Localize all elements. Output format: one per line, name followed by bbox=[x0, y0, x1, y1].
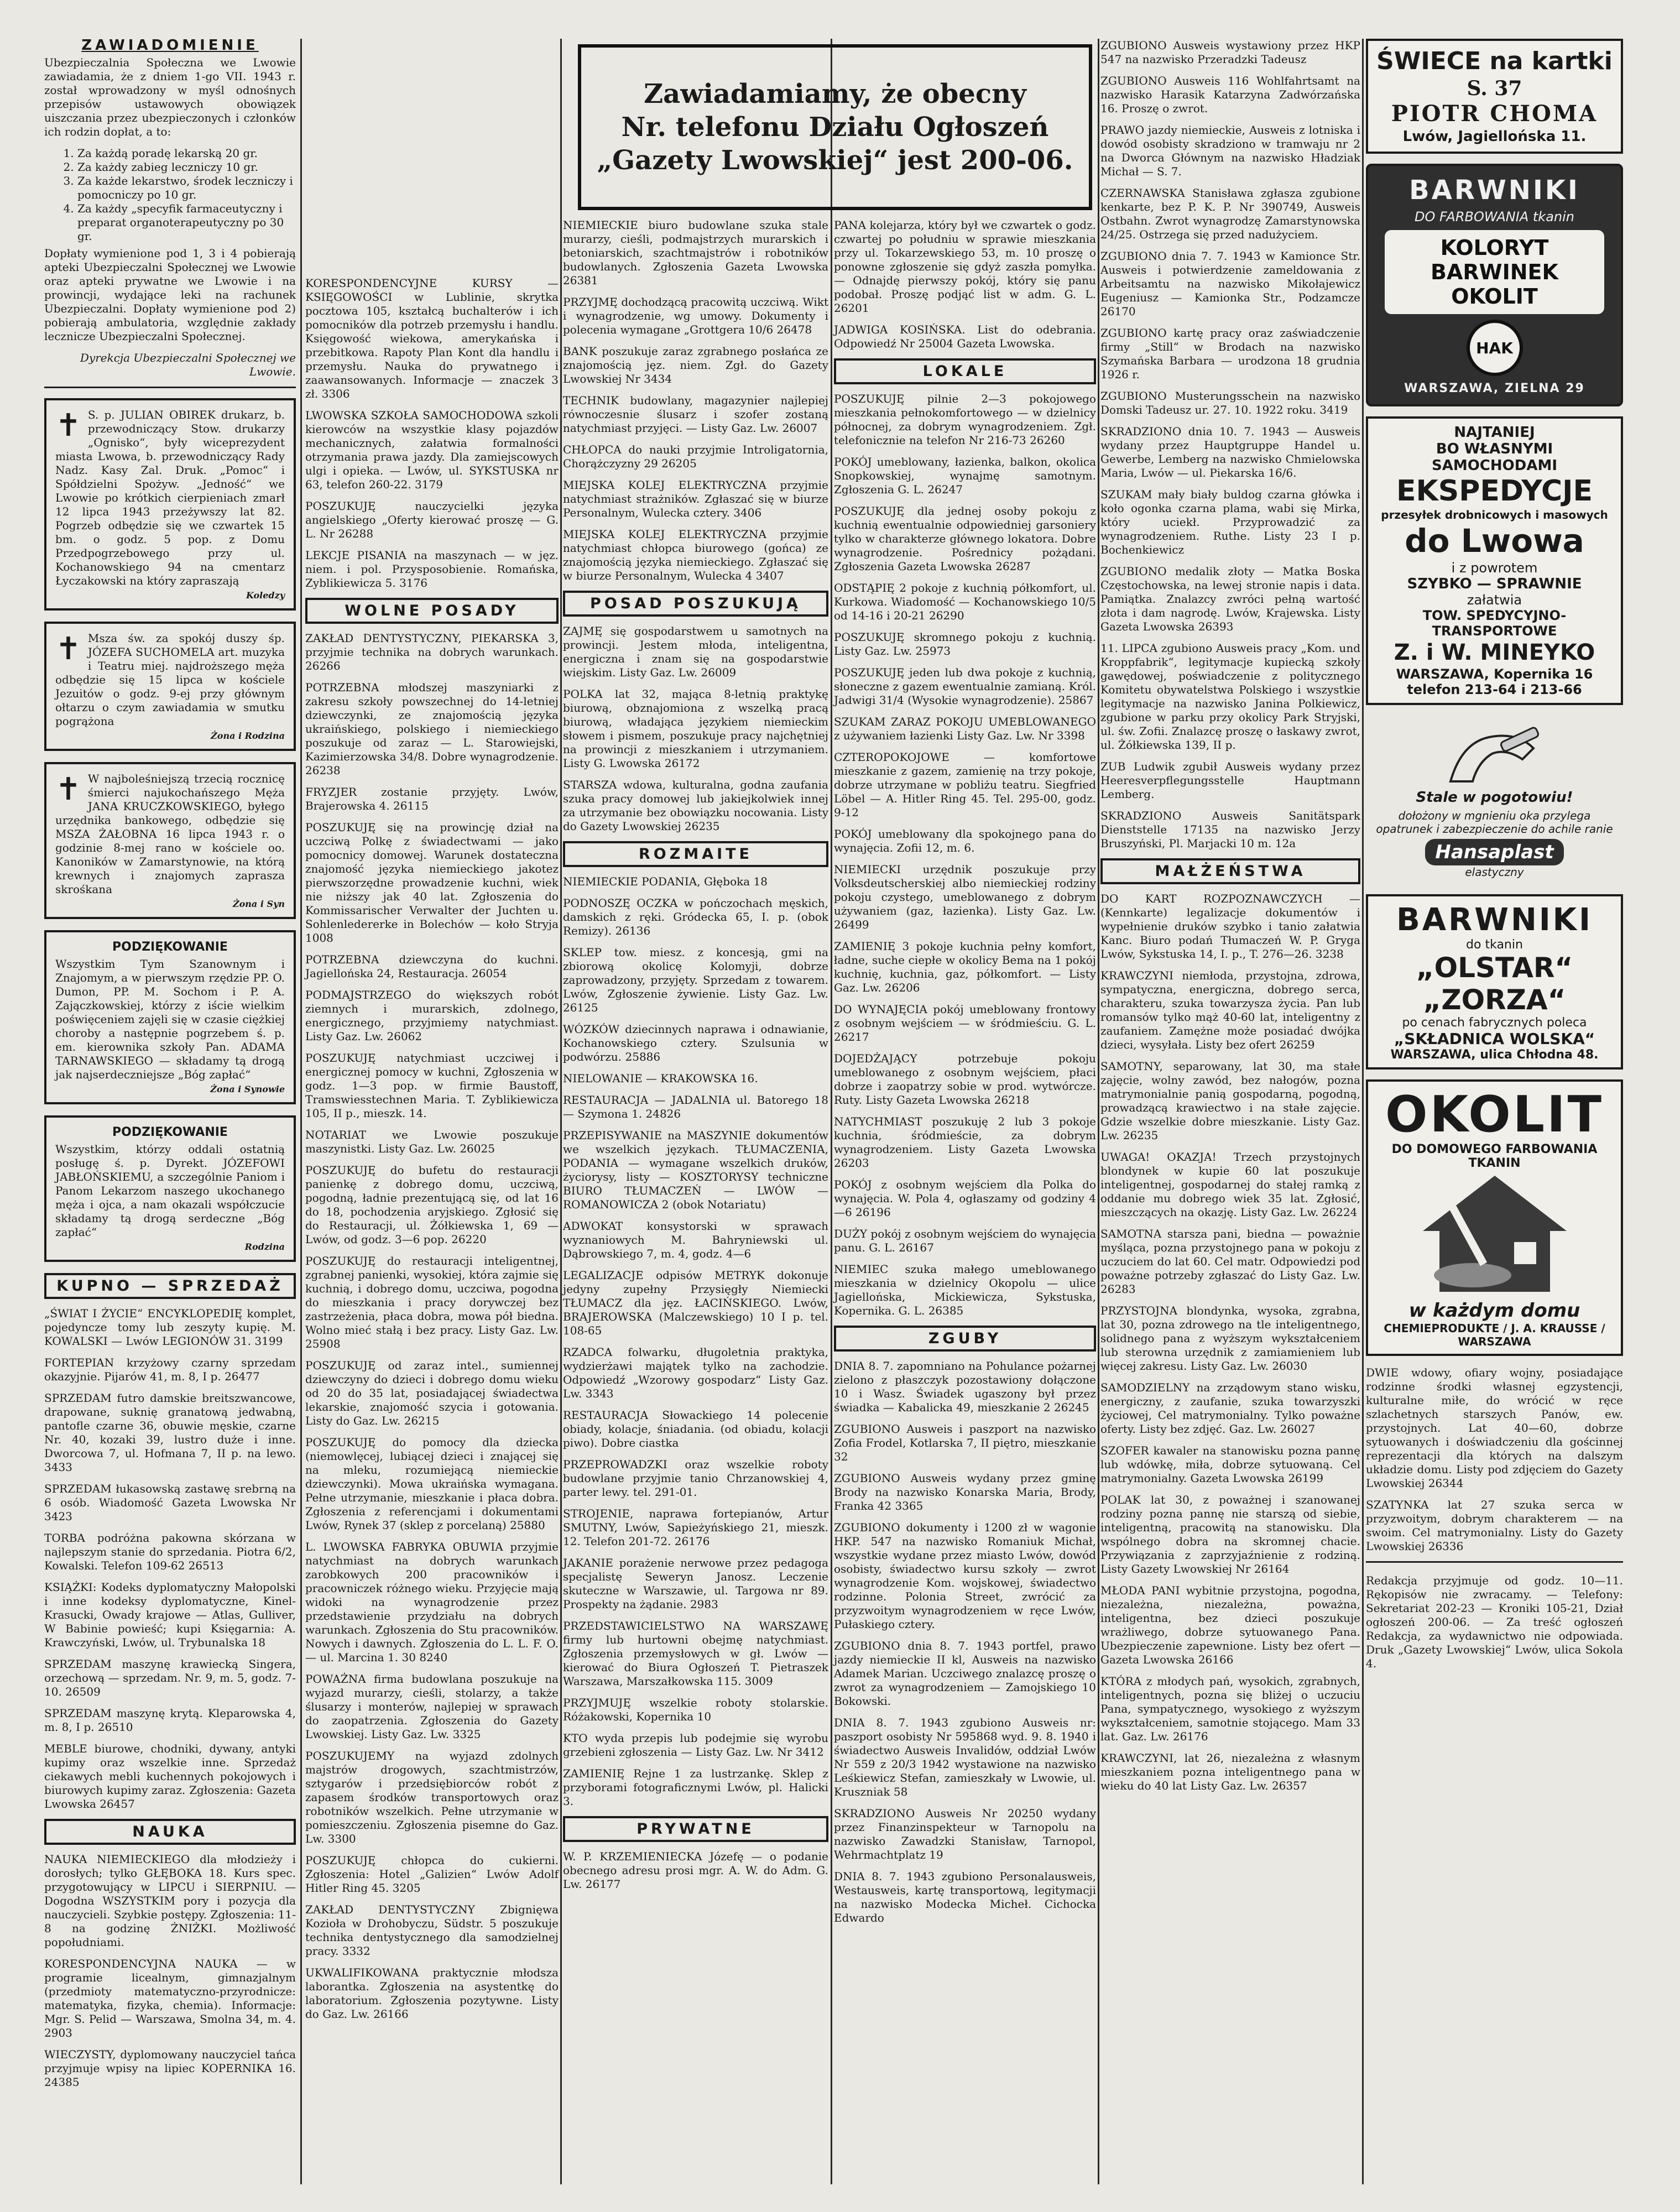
section-heading: WOLNE POSADY bbox=[305, 598, 559, 624]
classified-ad: PODMAJSTRZEGO do większych robót ziemnych i murarskich, zdolnego, energicznego, przyjmiemy natychmiast. Listy Gaz. Lw. 26062 bbox=[305, 988, 559, 1043]
classified-ad: KTO wyda przepis lub podejmie się wyrobu grzebieni zgłoszenia — Listy Gaz. Lw. Nr 3412 bbox=[563, 1731, 828, 1759]
classified-ad: POSZUKUJĘ do pomocy dla dziecka (niemowlęcej, lubiącej dzieci i znającej się na mleku, rozumiejącą niemieckie dziewczynki). Mowa ukraińska wymagana. Pełne utrzymanie, mieszkanie i płaca dobra. Zgłoszenia z referencjami i dokumentami Lwów, Rynek 37 (sklep z porcelaną) 25880 bbox=[305, 1436, 559, 1532]
thanks-heading: PODZIĘKOWANIE bbox=[112, 1125, 228, 1139]
classified-ad: SAMOTNY, separowany, lat 30, ma stałe zajęcie, wolny zawód, bez nałogów, pozna matrymonialnie panią gospodarną, pogodną, prowadzącą krawiectwo i na stałe zajęcie. Gdzie wszelkie dobre mieszkanie. Listy Gaz. Lw. 26235 bbox=[1100, 1060, 1360, 1142]
classified-ad: KRAWCZYNI niemłoda, przystojna, zdrowa, sympatyczna, energiczna, dobrego serca, charakteru, szuka towarzysza życia. Pan lub romansów tylko mąż 40-60 lat, inteligentny z zaufaniem. Zamężne może posiadać dwójka dzieci, wysyłała. Listy bez ofert 26259 bbox=[1100, 969, 1360, 1051]
classified-ad: POSZUKUJĘ skromnego pokoju z kuchnią. Listy Gaz. Lw. 25973 bbox=[834, 630, 1096, 658]
obituary bbox=[44, 398, 296, 611]
classified-ad: FORTEPIAN krzyżowy czarny sprzedam okazyjnie. Pijarów 41, m. 8, I p. 26477 bbox=[44, 1356, 296, 1383]
classified-ad: POWAŻNA firma budowlana poszukuje na wyjazd murarzy, cieśli, stolarzy, a także ślusarzy i monterów, najlepiej w sprawach do zaopatrzenia. Zgłoszenia do Gazety Lwowskiej. Listy Gaz. Lw. 3325 bbox=[305, 1672, 559, 1741]
cross-icon: ✝ bbox=[55, 631, 81, 667]
classified-ad: TORBA podróżna pakowna skórzana w najlepszym stanie do sprzedania. Piotra 6/2, Kowalski. Telefon 109-62 26513 bbox=[44, 1531, 296, 1572]
notice-text: Ubezpieczalnia Społeczna we Lwowie zawiadamia, że z dniem 1-go VII. 1943 r. został wprowadzony w myśl odnośnych przepisów ustawowych obowiązek uiszczania przez ubezpieczonych i członków ich rodzin dopłat, a to: bbox=[44, 56, 296, 138]
classified-ad: UWAGA! OKAZJA! Trzech przystojnych blondynek w kupie 60 lat poszukuje inteligentnej, gospodarnej do stałej ramką z oddanie mu dobrego wiek 35 lat. Zgłosić, mieszczących na okazję. Listy Gaz. Lw. 26224 bbox=[1100, 1150, 1360, 1219]
candle-ad-line: PIOTR CHOMA bbox=[1391, 101, 1598, 127]
okolit-ad-title: OKOLIT bbox=[1385, 1086, 1604, 1144]
thanks-signature: Żona i Synowie bbox=[210, 1084, 285, 1094]
column-2 bbox=[305, 276, 559, 2029]
classified-ad: DO WYNAJĘCIA pokój umeblowany frontowy z osobnym wejściem — w śródmieściu. G. L. 26217 bbox=[834, 1003, 1096, 1044]
classified-ad: MEBLE biurowe, chodniki, dywany, antyki kupimy oraz wszelkie inne. Sprzedaż ciekawych mebli kuchennych pokojowych i biurowych kupimy zaraz. Zgłoszenia: Gazeta Lwowska 26457 bbox=[44, 1742, 296, 1811]
classified-ad: DNIA 8. 7. 1943 zgubiono Ausweis nr: paszport osobisty Nr 595868 wyd. 9. 8. 1940 i świadectwo Ausweis Invalidów, oddział Lwów Nr 559 z 20/3 1942 wystawione na nazwisko Leśkiewicz Stefan, zamieszkały w Lwowie, ul. Kruszniak 58 bbox=[834, 1716, 1096, 1798]
classified-ad: DNIA 8. 7. 1943 zgubiono Personalausweis, Westausweis, kartę transportową, legitymacji na nazwisko Modecka Micheł. Cichocka Edwardo bbox=[834, 1870, 1096, 1924]
dye-ad-address: WARSZAWA, ZIELNA 29 bbox=[1404, 382, 1585, 395]
classified-ad: SAMOTNA starsza pani, biedna — poważnie myśląca, pozna przystojnego pana w pokoju z uczuciem do lat 60. Cel matr. Odpowiedzi pod poważne potrzeby zgłaszać do Listy Gaz. Lw. 26283 bbox=[1100, 1227, 1360, 1296]
classified-ad: L. LWOWSKA FABRYKA OBUWIA przyjmie natychmiast na dobrych warunkach zarobkowych 200 pracowników i pracowniczek różnego wieku. Przyjęcie mają widoki na wynagrodzenie przez przedstawienie przydziału na dobrych warunkach. Zgłoszenia do Stu pracowników. Nowych i dawnych. Zgłoszenia do L. L. F. O. — ul. Marcina 1. 30 8240 bbox=[305, 1540, 559, 1664]
shipping-ad-line: SAMOCHODAMI bbox=[1431, 457, 1558, 474]
classified-ad: NAUKA NIEMIECKIEGO dla młodzieży i dorosłych; tylko GŁĘBOKA 18. Kurs spec. przygotowujący w LIPCU i SIERPNIU. — Dogodna WSZYSTKIM pory i pozycja dla nauczycieli. Szybkie postępy. Zgłoszenia: 11-8 na godzinę ŻNIŻKI. Możliwość popołudniami. bbox=[44, 1853, 296, 1949]
candle-ad-title: ŚWIECE na kartki bbox=[1376, 47, 1613, 75]
classified-ad: ZUB Ludwik zgubił Ausweis wydany przez Heeresverpflegungsstelle Hauptmann Lemberg. bbox=[1100, 760, 1360, 801]
shipping-ad-line: załatwia bbox=[1467, 592, 1522, 608]
phone-notice-line: Nr. telefonu Działu Ogłoszeń bbox=[621, 112, 1049, 143]
classified-ad: ZGUBIONO medalik złoty — Matka Boska Częstochowska, na lewej stronie napis i data. Pamiątka. Znalazcy zwróci pełną wartość złota i dam nagrodę. Lwów, Krajewska. Listy Gazeta Lwowska 26393 bbox=[1100, 565, 1360, 633]
column-rule bbox=[1098, 39, 1099, 2184]
classified-ad: CZERNAWSKA Stanisława zgłasza zgubione kenkarte, bez P. K. P. Nr 390749, Ausweis Ostbahn. Zwrot wynagrodzę Zamarstynowska 24/25. Ostrzega się przed nadużyciem. bbox=[1100, 186, 1360, 241]
imprint: Redakcja przyjmuje od godz. 10—11. Rękopisów nie zwracamy. — Telefony: Sekretariat 202-23 — Kroniki 105-21, Dział ogłoszeń 200-06. — Za treść ogłoszeń Redakcja, za wydawnictwo nie odpowiada. Druk „Gazety Lwowskiej“ Lwów, ulica Sokola 4. bbox=[1366, 1574, 1623, 1670]
classified-ad: POSZUKUJĘ do restauracji inteligentnej, zgrabnej panienki, wysokiej, która zajmie się kuchnią, i dobrego domu, uczciwa, pogodna do mieszkania i pracy dorywczej bez zastrzeżenia, płaca dobra, mowa pół biedna. Wolno mieć stałą i bez pracy. Listy Gaz. Lw. 25908 bbox=[305, 1254, 559, 1350]
okolit-ad-sub: DO DOMOWEGO FARBOWANIA TKANIN bbox=[1391, 1142, 1598, 1170]
classified-ad: ZGUBIONO Ausweis wydany przez gminę Brody na nazwisko Konarska Maria, Brody, Franka 42 3365 bbox=[834, 1472, 1096, 1512]
phone-notice-line: „Gazety Lwowskiej“ jest 200-06. bbox=[597, 145, 1073, 176]
classified-ad: MIEJSKA KOLEJ ELEKTRYCZNA przyjmie natychmiast chłopca biurowego (gońca) ze znajomością języka niemieckiego. Zgłaszać się w biurze Personalnym, Wulecka 4 3407 bbox=[563, 528, 828, 582]
notice-title: ZAWIADOMIENIE bbox=[81, 37, 259, 54]
classified-ad: SKLEP tow. miesz. z koncesją, gmi na zbiorową okolicę Kolomyji, dobrze zaprowadzony, przyjęty. Sprzedam z towarem. Lwów, Zgłoszenie żywienie. Listy Gaz. Lw. 26125 bbox=[563, 946, 828, 1014]
classified-ad: NIEMIECKIE PODANIA, Głęboka 18 bbox=[563, 875, 768, 888]
obituary-signature: Żona i Syn bbox=[232, 899, 285, 909]
classified-ad: POSZUKUJĘ chłopca do cukierni. Zgłoszenia: Hotel „Galizien“ Lwów Adolf Hitler Ring 45. 3205 bbox=[305, 1854, 559, 1895]
classified-ad: ZAMIENIĘ 3 pokoje kuchnia pełny komfort, ładne, suche ciepłe w okolicy Bema na 1 pokój kuchnię, kuchnia, gaz, półkomfort. — Listy Gaz. Lw. 26206 bbox=[834, 940, 1096, 994]
shipping-ad-line: BO WŁASNYMI bbox=[1436, 441, 1553, 457]
shipping-ad-line: telefon 213-64 i 213-66 bbox=[1407, 682, 1582, 697]
hansaplast-title: Stale w pogotowiu! bbox=[1416, 789, 1573, 806]
section-heading: POSAD POSZUKUJĄ bbox=[563, 591, 828, 617]
dye-ad-sub: DO FARBOWANIA tkanin bbox=[1415, 209, 1574, 225]
classified-ad: DNIA 8. 7. zapomniano na Pohulance pożarnej zielono z płaszczyk pozostawiony dołączone 10 i Wasz. Świadek ugaszony był przez świadka — Kabalicka 49, mieszkanie 2 26245 bbox=[834, 1359, 1096, 1414]
classified-ad: SPRZEDAM maszynę krytą. Kleparowska 4, m. 8, I p. 26510 bbox=[44, 1707, 296, 1734]
classified-ad: CHŁOPCA do nauki przyjmie Introligatornia, Chorążczyzny 29 26205 bbox=[563, 443, 828, 470]
thanks-notice bbox=[44, 930, 296, 1104]
hansaplast-brand: Hansaplast bbox=[1425, 839, 1563, 865]
classified-ad: NIEMIECKI urzędnik poszukuje przy Volksdeutscherskiej albo niemieckiej rodziny pokoju czystego, umeblowanego z dobrym używaniem (gaz, łazienka). Listy Gaz. Lw. 26499 bbox=[834, 863, 1096, 931]
shipping-ad-headline: do Lwowa bbox=[1405, 522, 1584, 560]
classified-ad: PRZEDSTAWICIELSTWO NA WARSZAWĘ firmy lub hurtowni obejmę natychmiast. Zgłoszenia przemysłowych w gł. Lwów — kierować do Biura Ogłoszeń T. Pietraszek Warszawa, Marszałkowska 115. 3009 bbox=[563, 1619, 828, 1688]
classified-ad: SAMODZIELNY na zrządowym stano wisku, energiczny, z zaufanie, szuka towarzyszki życiowej, Cel matrymonialny. Tylko poważne oferty. Listy bez zdjęć. Gaz. Lw. 26027 bbox=[1100, 1381, 1360, 1436]
classified-ad: POLAK lat 30, z poważnej i szanowanej rodziny pozna pannę nie starszą od siebie, inteligentną, pracowitą na stanowisku. Dla wspólnego dobra na skromnej chacie. Przywiązania z zaprzyjaźnienie z rodziną. Listy Gazety Lwowskiej Nr 26164 bbox=[1100, 1493, 1360, 1575]
classified-ad: ODSTĄPIĘ 2 pokoje z kuchnią półkomfort, ul. Kurkowa. Wiadomość — Kochanowskiego 10/5 od 14-16 i 20-21 26290 bbox=[834, 581, 1096, 622]
classified-ad: SKRADZIONO Ausweis Sanitätspark Dienststelle 17135 na nazwisko Jerzy Bruszyński, Pl. Marjacki 10 m. 12a bbox=[1100, 809, 1360, 850]
column-1 bbox=[44, 39, 296, 2097]
classified-ad: POSZUKUJĘ do bufetu do restauracji panienkę z dobrego domu, uczciwą, pogodną, ładnie prezentującą się, od lat 16 do 18, pochodzenia aryjskiego. Zgłosić się do Restauracji, ul. Żółkiewska 1, 69 — Lwów, od godz. 3—6 pop. 26220 bbox=[305, 1164, 559, 1246]
classified-ad: PRZYJMĘ dochodzącą pracowitą uczciwą. Wikt i wynagrodzenie, wg umowy. Dokumenty i polecenia wymagane „Grottgera 10/6 26478 bbox=[563, 295, 828, 336]
classified-ad: POSZUKUJEMY na wyjazd zdolnych majstrów drogowych, szachtmistrzów, sztygarów i przedsiębiorców robót z zapasem środków transportowych oraz robotników wszelkich. Pełne utrzymanie w pomieszczeniu. Zgłoszenia pisemne do Gaz. Lw. 3300 bbox=[305, 1749, 559, 1845]
column-3 bbox=[563, 218, 828, 1899]
classified-ad: ZAKŁAD DENTYSTYCZNY Zbignięwa Kozioła w Drohobyczu, Südstr. 5 poszukuje technika dentystycznego dla samodzielnej pracy. 3332 bbox=[305, 1903, 559, 1958]
classified-ad: ZGUBIONO Ausweis wystawiony przez HKP 547 na nazwisko Przeradzki Tadeusz bbox=[1100, 39, 1360, 66]
classified-ad: KTÓRA z młodych pań, wysokich, zgrabnych, inteligentnych, pozna się bliżej o uczuciu Pana, sympatycznego, wysokiego z wyższym wykształceniem, samotnie stojącego. Mam 33 lat. Gaz. Lw. 26176 bbox=[1100, 1674, 1360, 1743]
thanks-notice bbox=[44, 1115, 296, 1262]
classified-ad: LEGALIZACJE odpisów METRYK dokonuje jedyny zupełny Przysięgły Niemiecki TŁUMACZ dla jęz. ŁACIŃSKIEGO. Lwów, BRAJEROWSKA (Malczewskiego) 10 I p. tel. 108-65 bbox=[563, 1269, 828, 1337]
classified-ad: POSZUKUJĘ natychmiast uczciwej i energicznej pomocy w kuchni, Zgłoszenia w godz. 1—3 pop. w firmie Baustoff, Tramswiesstechnen Maria. T. Zyblikiewicza 105, II p., mieszk. 14. bbox=[305, 1051, 559, 1120]
classified-ad: POSZUKUJĘ od zaraz intel., sumiennej dziewczyny do dzieci i dobrego domu wieku od 20 do 35 lat, posiadającej świadectwa lekarskie, znajomość szycia i gotowania. Listy do Gaz. Lw. 26215 bbox=[305, 1359, 559, 1427]
thanks-text: Wszystkim, którzy oddali ostatnią posługę ś. p. Dyrekt. JÓZEFOWI JABŁOŃSKIEMU, a szczególnie Paniom i Panom Lekarzom naszego ukochanego męża i ojca, a nam okazali współczucie składamy tą drogą serdeczne „Bóg zapłać“ bbox=[55, 1142, 285, 1239]
classified-ad: ADWOKAT konsystorski w sprawach wyznaniowych M. Bahryniewski ul. Dąbrowskiego 7, m. 4, godz. 4—6 bbox=[563, 1219, 828, 1260]
classified-ad: RESTAURACJA Słowackiego 14 polecenie obiady, kolacje, śniadania. (od obiadu, kolacji piwo). Dobre ciastka bbox=[563, 1408, 828, 1449]
cross-icon: ✝ bbox=[55, 771, 81, 807]
classified-ad: STARSZA wdowa, kulturalna, godna zaufania szuka pracy domowej lub jakiejkolwiek innej za utrzymanie bez obowiązku nocowania. Listy do Gazety Lwowskiej 26235 bbox=[563, 778, 828, 833]
obituary-text: W najboleśniejszą trzecią rocznicę śmierci najukochańszego Męża JANA KRUCZKOWSKIEGO, byłego urzędnika bankowego, odbędzie się MSZA ŻAŁOBNA 16 lipca 1943 r. o godzinie 8-mej rano w kościele oo. Kanoników w Zamarstynowie, na którą krewnych i znajomych zaprasza skrośkana bbox=[55, 772, 285, 896]
olstar-ad-brand: „ZORZA“ bbox=[1423, 984, 1566, 1016]
classified-ad: SZUKAM mały biały buldog czarna główka i koło ogonka czarna plama, wabi się Mirka, który uciekł. Przyprowadzić za wynagrodzeniem. Ruthe. Listy 23 I p. Bochenkiewicz bbox=[1100, 488, 1360, 556]
obituary bbox=[44, 762, 296, 919]
divider bbox=[44, 387, 296, 388]
shipping-ad-line: i z powrotem bbox=[1451, 560, 1538, 576]
classified-ad: PRAWO jazdy niemieckie, Ausweis z lotniska i dowód osobisty skradziono w tramwaju nr 2 na Dworca Głównym na nazwisko Hładziak Michał — S. 7. bbox=[1100, 123, 1360, 178]
classified-ad: PRZYSTOJNA blondynka, wysoka, zgrabna, lat 30, pozna zdrowego na tle inteligentnego, solidnego pana z wyższym wykształceniem lub sterowna urzędnik z zamiamieniem lub więcej zakresu. Listy Gaz. Lw. 26030 bbox=[1100, 1304, 1360, 1373]
shipping-ad-line: NAJTANIEJ bbox=[1454, 424, 1535, 441]
classified-ad: PRZEPROWADZKI oraz wszelkie roboty budowlane przyjmie tanio Chrzanowskiej 4, parter lewy. tel. 291-01. bbox=[563, 1458, 828, 1499]
classified-ad: DUŻY pokój z osobnym wejściem do wynajęcia panu. G. L. 26167 bbox=[834, 1227, 1096, 1254]
dye-ad-brand: BARWINEK bbox=[1431, 260, 1558, 284]
notice-item: 3. Za każde lekarstwo, środek leczniczy i pomocniczy po 10 gr. bbox=[77, 174, 296, 202]
classified-ad: BANK poszukuje zaraz zgrabnego posłańca ze znajomością jęz. niem. Zgł. do Gazety Lwowskiej Nr 3434 bbox=[563, 345, 828, 385]
notice-tail: Dopłaty wymienione pod 1, 3 i 4 pobierają apteki Ubezpieczalni Społecznej we Lwowie oraz apteki prywatne we Lwowie i na prowincji, wydające leki na rachunek Ubezpieczalni. Dopłaty wymienione pod 2) pobierają ambulatoria, względnie zakłady lecznicze Ubezpieczalni Społecznej. bbox=[44, 247, 296, 343]
dye-ad-brand: KOLORYT bbox=[1440, 236, 1549, 260]
classified-ad: NIELOWANIE — KRAKOWSKA 16. bbox=[563, 1072, 758, 1085]
classified-ad: POKÓJ z osobnym wejściem dla Polka do wynajęcia. W. Pola 4, ogłaszamy od godziny 4—6 26196 bbox=[834, 1178, 1096, 1219]
classified-ad: NATYCHMIAST poszukuję 2 lub 3 pokoje kuchnia, śródmieście, za dobrym wynagrodzeniem. Listy Gazeta Lwowska 26203 bbox=[834, 1115, 1096, 1170]
olstar-ad-brand: „OLSTAR“ bbox=[1416, 952, 1573, 984]
olstar-ad-line: WARSZAWA, ulica Chłodna 48. bbox=[1390, 1048, 1599, 1062]
insurance-notice bbox=[44, 39, 296, 379]
olstar-dye-ad bbox=[1366, 894, 1623, 1070]
classified-ad: PRZEPISYWANIE na MASZYNIE dokumentów we wszelkich językach. TŁUMACZENIA, PODANIA — wymagane wszelkich druków, życiorysy, listy — KOSZTORYSY techniczne BIURO TŁUMACZEŃ — LWÓW — ROMANOWICZA 2 (obok Notariatu) bbox=[563, 1129, 828, 1211]
column-rule bbox=[831, 39, 832, 2184]
classified-ad: LEKCJE PISANIA na maszynach — w jęz. niem. i pol. Przysposobienie. Romańska, Zyblikiewicza 5. 3176 bbox=[305, 549, 559, 589]
column-rule bbox=[300, 39, 302, 2184]
thanks-signature: Rodzina bbox=[244, 1241, 285, 1252]
classified-ad: POTRZEBNA dziewczyna do kuchni. Jagiellońska 24, Restauracja. 26054 bbox=[305, 953, 559, 980]
classified-ad: DWIE wdowy, ofiary wojny, posiadające rodzinne środki własnej egzystencji, kulturalne miłe, do wrócić w ręce szlachetnych starszych Panów, ew. przystojnych. Lat 40—60, dobrze sytuowanych i doświadczeniu dla gościnnej reprezentacji dla których na dalszym układzie domu. Listy pod zdjęciem do Gazety Lwowskiej 26344 bbox=[1366, 1366, 1623, 1490]
classified-ad: „ŚWIAT I ŻYCIE“ ENCYKLOPEDIĘ komplet, pojedyncze tomy lub zeszyty kupię. M. KOWALSKI — Lwów LEGIONÓW 31. 3199 bbox=[44, 1307, 296, 1348]
classified-ad: POSZUKUJĘ jeden lub dwa pokoje z kuchnią, słoneczne z gazem ewentualnie zamianą. Król. Jadwigi 31/4 (Wysokie wynagrodzenie). 25867 bbox=[834, 666, 1096, 707]
candle-ad bbox=[1366, 39, 1623, 154]
section-heading: ZGUBY bbox=[834, 1326, 1096, 1352]
classified-ad: ZGUBIONO Ausweis 116 Wohlfahrtsamt na nazwisko Harasik Katarzyna Zadwórzańska 16. Proszę o zwrot. bbox=[1100, 74, 1360, 115]
classified-ad: UKWALIFIKOWANA praktycznie młodsza laborantka. Zgłoszenia na asystentkę do laboratorium. Zgłoszenia pozytywne. Listy do Gaz. Lw. 26166 bbox=[305, 1966, 559, 2021]
classified-ad: STROJENIE, naprawa fortepianów, Artur SMUTNY, Lwów, Sapieżyńskiego 21, mieszk. 12. Telefon 201-72. 26176 bbox=[563, 1507, 828, 1548]
classified-ad: ZGUBIONO Musterungsschein na nazwisko Domski Tadeusz ur. 27. 10. 1922 roku. 3419 bbox=[1100, 389, 1360, 416]
classified-ad: RESTAURACJA — JADALNIA ul. Batorego 18 — Szymona 1. 24826 bbox=[563, 1093, 828, 1120]
column-5 bbox=[1100, 39, 1360, 1801]
classified-ad: KRAWCZYNI, lat 26, niezależna z własnym mieszkaniem pozna inteligentnego pana w wieku do 40 lat Listy Gaz. Lw. 26357 bbox=[1100, 1751, 1360, 1792]
classified-ad: SPRZEDAM maszynę krawiecką Singera, orzechową — sprzedam. Nr. 9, m. 5, godz. 7-10. 26509 bbox=[44, 1657, 296, 1698]
classified-ad: SKRADZIONO dnia 10. 7. 1943 — Ausweis wydany przez Hauptgruppe Handel u. Gewerbe, Lemberg na nazwisko Chmielowska Maria, Lwów — ul. Piekarska 16/6. bbox=[1100, 425, 1360, 479]
classified-ad: SZUKAM ZARAZ POKOJU UMEBLOWANEGO z używaniem łazienki Listy Gaz. Lw. Nr 3398 bbox=[834, 715, 1096, 742]
obituary-text: Msza św. za spokój duszy śp. JÓZEFA SUCHOMELA art. muzyka i Teatru miej. najdroższego męża odbędzie się 15 lipca w kościele Jezuitów o godz. 9-ej przy głównym ołtarzu o czym zawiadamia w smutku pogrążona bbox=[55, 632, 285, 728]
olstar-ad-line: „SKŁADNICA WOLSKA“ bbox=[1394, 1030, 1595, 1048]
shipping-ad-company: Z. i W. MINEYKO bbox=[1394, 640, 1595, 665]
classified-ad: SPRZEDAM futro damskie breitszwancowe, drapowane, suknię granatową jedwabną, pantofle czarne 36, obuwie męskie, czarne Nr. 40, kozaki 39, lustro duże i inne. Dworcowa 7, ul. Hofmana 7, II p. na lewo. 3433 bbox=[44, 1391, 296, 1474]
phone-notice-line: Zawiadamiamy, że obecny bbox=[644, 79, 1026, 109]
shipping-ad bbox=[1366, 416, 1623, 705]
classified-ad: WÓZKÓW dziecinnych naprawa i odnawianie, Kochanowskiego cztery. Szulsunia w podwórzu. 25886 bbox=[563, 1022, 828, 1063]
classified-ad: MIEJSKA KOLEJ ELEKTRYCZNA przyjmie natychmiast strażników. Zgłaszać się w biurze Personalnym, Wulecka cztery. 3406 bbox=[563, 478, 828, 519]
candle-ad-line: S. 37 bbox=[1467, 77, 1522, 100]
dye-ad bbox=[1366, 164, 1623, 406]
classified-ad: PODNOSZĘ OCZKA w pończochach męskich, damskich z ręki. Gródecka 65, I. p. (obok Remizy). 26136 bbox=[563, 896, 828, 937]
classified-ad: ZGUBIONO kartę pracy oraz zaświadczenie firmy „Still“ w Brodach na nazwisko Szymańska Barbara — urodzona 18 grudnia 1926 r. bbox=[1100, 326, 1360, 381]
classified-ad: ZAMIENIĘ Rejne 1 za lustrzankę. Sklep z przyborami fotograficznymi Lwów, pl. Halicki 3. bbox=[563, 1767, 828, 1808]
olstar-ad-sub: do tkanin bbox=[1466, 938, 1523, 952]
section-heading: NAUKA bbox=[44, 1819, 296, 1845]
classified-ad: MŁODA PANI wybitnie przystojna, pogodna, niezależna, niezależna, poważna, inteligentna, bez dzieci poszukuje wrażliwego, dobrze sytuowanego Pana. Ubezpieczenie zapewnione. Listy bez ofert — Gazeta Lwowska 26166 bbox=[1100, 1584, 1360, 1666]
classified-ad: SZATYNKA lat 27 szuka serca w przyzwoitym, dobrym charakterem — na swoim. Cel matrymonialny. Listy do Gazety Lwowskiej 26336 bbox=[1366, 1498, 1623, 1553]
classified-ad: PRZYJMUJĘ wszelkie roboty stolarskie. Różakowski, Kopernika 10 bbox=[563, 1696, 828, 1723]
classified-ad: ZGUBIONO dnia 8. 7. 1943 portfel, prawo jazdy niemieckie II kl, Ausweis na nazwisko Adamek Marian. Uczciwego znalazcę proszę o zwrot za wynagrodzeniem — Zamojskiego 10 Bokowski. bbox=[834, 1639, 1096, 1708]
okolit-ad bbox=[1366, 1079, 1623, 1356]
classified-ad: DO KART ROZPOZNAWCZYCH — (Kennkarte) legalizacje dokumentów i wypełnienie druków szybko i tanio załatwia Kanc. Biuro podań Tłumaczeń W. P. Gryga Lwów, Sykstuska 14, I. p., T. 276—26. 3238 bbox=[1100, 892, 1360, 961]
column-rule bbox=[1362, 39, 1364, 2184]
classified-ad: KSIĄŻKI: Kodeks dyplomatyczny Małopolski i inne kodeksy dyplomatyczne, Kinel-Krasucki, Owady krajowe — Atlas, Gulliver, W Babinie powieść; kupi Księgarnia: A. Krawczyński, Lwów, ul. Trybunalska 18 bbox=[44, 1580, 296, 1649]
obituary-signature: Koledzy bbox=[246, 590, 285, 601]
hansaplast-ad bbox=[1366, 715, 1623, 884]
classified-ad: ZGUBIONO dokumenty i 1200 zł w wagonie HKP. 547 na nazwisko Romaniuk Michał, wszystkie wydane przez miasto Lwów, dowód osobisty, świadectwo kursu szkoły — zwrot wynagrodzenie Kom. wojskowej, świadectwo rodzinne. Polonia Street, zwrócić za przyzwoitym wynagrodzeniem w ręce Lwów, Pułaskiego cztery. bbox=[834, 1521, 1096, 1631]
classified-ad: POSZUKUJĘ się na prowincję dział na uczciwą Polkę z świadectwami — jako pomocnicy domowej. Warunek dostateczna znajomość języka niemieckiego jakotez pierwszorzędne prowadzenie kuchni, wiek nie niższy jak 40 lat. Zgłoszenia do Kommissarischer Verwalter der Juchten u. Sohlenledererke in Bolechów — koło Stryja 1008 bbox=[305, 821, 559, 945]
thanks-heading: PODZIĘKOWANIE bbox=[112, 940, 228, 954]
classified-ad: TECHNIK budowlany, magazynier najlepiej równoczesnie ślusarz i szofer zostaną natychmiast przyjęci. — Listy Gaz. Lw. 26007 bbox=[563, 394, 828, 435]
shipping-ad-line: WARSZAWA, Kopernika 16 bbox=[1396, 666, 1593, 682]
classified-ad: POSZUKUJĘ nauczycielki języka angielskiego „Oferty kierować proszę — G. L. Nr 26288 bbox=[305, 499, 559, 540]
classified-ad: PANA kolejarza, który był we czwartek o godz. czwartej po południu w sprawie mieszkania przy ul. Tokarzewskiego 53, m. 10 proszę o ponowne zgłoszenie się gdyż zaszła pomyłka. — Odnajdę pierwszy pokój, który się panu podobał. Proszę podjąć list w adm. G. L. 26201 bbox=[834, 218, 1096, 315]
house-illustration-icon bbox=[1412, 1170, 1578, 1297]
shipping-ad-line: TOW. SPEDYCYJNO-TRANSPORTOWE bbox=[1422, 608, 1567, 639]
classified-ad: DOJEDŻAJĄCY potrzebuje pokoju umeblowanego z osobnym wejściem, płaci dobrze i zaopatrzy sobie w prod. wytwórcze. Ruty. Listy Gazeta Lwowska 26218 bbox=[834, 1052, 1096, 1107]
classified-ad: NIEMIEC szuka małego umeblowanego mieszkania w dzielnicy Okopolu — ulice Jagiellońska, Mickiewicza, Sykstuska, Kopernika. G. L. 26385 bbox=[834, 1262, 1096, 1317]
classified-ad: SPRZEDAM łukasowską zastawę srebrną na 6 osób. Wiadomość Gazeta Lwowska Nr 3423 bbox=[44, 1482, 296, 1523]
classified-ad: ZGUBIONO Ausweis i paszport na nazwisko Zofia Frodel, Kotlarska 7, II piętro, mieszkanie 32 bbox=[834, 1422, 1096, 1463]
divider bbox=[1366, 1561, 1623, 1563]
phone-notice-box bbox=[578, 44, 1092, 210]
notice-item: 1. Za każdą poradę lekarską 20 gr. bbox=[77, 147, 296, 160]
classified-ad: LWOWSKA SZKOŁA SAMOCHODOWA szkoli kierowców na wszystkie klasy pojazdów mechanicznych, załatwia formalności otrzymania prawa jazdy. Dla zamiejscowych ulgi i opieka. — Lwów, ul. SYKSTUSKA nr 63, telefon 260-22. 3179 bbox=[305, 409, 559, 491]
column-6 bbox=[1366, 39, 1623, 1682]
obituary-text: S. p. JULIAN OBIREK drukarz, b. przewodniczący Stow. drukarzy „Ognisko“, były wiceprezydent miasta Lwowa, b. przewodniczący Rady Nadz. Kasy Zal. Druk. „Pomoc“ i Spółdzielni Spożyw. „Jedność“ we Lwowie po krótkich cierpieniach zmarł 12 lipca 1943 przeżywszy lat 82. Pogrzeb odbędzie się we czwartek 15 bm. o godz. 5 pop. z Domu Przedpogrzebowego przy ul. Kochanowskiego 94 na cmentarz Łyczakowski na który zapraszają bbox=[55, 408, 285, 587]
dye-ad-brand: OKOLIT bbox=[1451, 284, 1538, 309]
classified-ad: POKÓJ umeblowany dla spokojnego pana do wynajęcia. Zofii 12, m. 6. bbox=[834, 827, 1096, 854]
olstar-ad-title: BARWNIKI bbox=[1396, 902, 1593, 938]
classified-ad: POSZUKUJĘ pilnie 2—3 pokojowego mieszkania pełnokomfortowego — w dzielnicy północnej, za dobrym wynagrodzeniem. Zgł. telefonicznie na telefon Nr 216-73 26260 bbox=[834, 392, 1096, 447]
shipping-ad-headline: EKSPEDYCJE bbox=[1396, 474, 1593, 508]
classified-ad: W. P. KRZEMIENIECKA Józefę — o podanie obecnego adresu prosi mgr. A. W. do Adm. G. Lw. 26177 bbox=[563, 1850, 828, 1891]
classified-ad: ZAJMĘ się gospodarstwem u samotnych na prowincji. Jestem młoda, inteligentna, energiczna i znam się na gospodarstwie wiejskim. Listy Gaz. Lw. 26009 bbox=[563, 624, 828, 679]
classified-ad: JADWIGA KOSIŃSKA. List do odebrania. Odpowiedź Nr 25004 Gazeta Lwowska. bbox=[834, 323, 1096, 350]
okolit-ad-foot: CHEMIEPRODUKTE / J. A. KRAUSSE / WARSZAWA bbox=[1384, 1322, 1605, 1348]
obituary bbox=[44, 622, 296, 751]
classified-ad: ZAKŁAD DENTYSTYCZNY, PIEKARSKA 3, przyjmie technika na dobrych warunkach. 26266 bbox=[305, 632, 559, 672]
notice-item: 4. Za każdy „specyfik farmaceutyczny i preparat organoterapeutyczny po 30 gr. bbox=[77, 202, 296, 243]
section-heading: KUPNO — SPRZEDAŻ bbox=[44, 1273, 296, 1299]
classified-ad: FRYZJER zostanie przyjęty. Lwów, Brajerowska 4. 26115 bbox=[305, 785, 559, 812]
classified-ad: POLKA lat 32, mająca 8-letnią praktykę biurową, obznajomiona z wszelką pracą biurową, władająca językiem niemieckim słowem i pismem, poszukuje pracy najchętniej na prowincji z mieszkaniem i utrzymaniem. Listy G. Lwowska 26172 bbox=[563, 687, 828, 770]
thanks-text: Wszystkim Tym Szanownym i Znajomym, a w pierwszym rzędzie PP. O. Dumon, PP. M. Sochom i P. A. Zajączkowskiej, którzy z iście wielkim poświęceniem zajęli się w czasie ciężkiej choroby a następnie pogrzebem ś. p. em. kierownika szkoły Pan. ADAMA TARNAWSKIEGO — składamy tą drogą jak najserdeczniejsze „Bóg zapłać“ bbox=[55, 957, 285, 1081]
classified-ad: POTRZEBNA młodszej maszyniarki z zakresu szkoły powszechnej do 14-letniej dziewczynki, ze znajomością języka ukraińskiego, polskiego i niemieckiego poszukuje od zaraz — L. Starowiejski, Kazimierzowska 34/8. Dobre wynagrodzenie. 26238 bbox=[305, 681, 559, 777]
obituary-signature: Żona i Rodzina bbox=[211, 731, 285, 741]
classified-ad: KORESPONDENCYJNA NAUKA — w programie licealnym, gimnazjalnym (przedmioty matematyczno-przyrodnicze: matematyka, fizyka, chemia). Informacje: Mgr. S. Pelid — Warszawa, Smolna 34, m. 4. 2903 bbox=[44, 1957, 296, 2039]
section-heading: PRYWATNE bbox=[563, 1816, 828, 1842]
cross-icon: ✝ bbox=[55, 408, 81, 444]
column-4 bbox=[834, 218, 1096, 1933]
section-heading: LOKALE bbox=[834, 358, 1096, 384]
classified-ad: WIECZYSTY, dyplomowany nauczyciel tańca przyjmuje wpisy na lipiec KOPERNIKA 16. 24385 bbox=[44, 2048, 296, 2089]
classified-ad: POKÓJ umeblowany, łazienka, balkon, okolica Snopkowskiej, wynajmę samotnym. Zgłoszenia G. L. 26247 bbox=[834, 455, 1096, 496]
classified-ad: 11. LIPCA zgubiono Ausweis pracy „Kom. und Kroppfabrik“, legitymacje kupiecką szkoły gawędowej, poświadczenie z politycznego Komitetu obywatelstwa Polskiego i wszystkie legitymacje na nazwisko Janina Polkiewicz, zgubione w parku przy okolicy Park Stryjski, ul. św. Zofii. Znalazcę proszę o łaskawy zwrot, ul. Żółkiewska 139, II p. bbox=[1100, 641, 1360, 752]
candle-ad-line: Lwów, Jagiellońska 11. bbox=[1402, 128, 1587, 145]
classified-ad: CZTEROPOKOJOWE — komfortowe mieszkanie z gazem, zamienię na trzy pokoje, dobrze utrzymane w pobliżu teatru. Siegfried Löbel — A. Hitler Ring 45. Tel. 295-00, godz. 9-12 bbox=[834, 750, 1096, 819]
hak-logo-icon: HAK bbox=[1467, 320, 1523, 376]
notice-signature: Dyrekcja Ubezpieczalni Społecznej we Lwowie. bbox=[80, 351, 296, 378]
classified-ad: SZOFER kawaler na stanowisku pozna pannę lub wdówkę, miła, dobrze sytuowaną. Cel matrymonialny. Gazeta Lwowska 26199 bbox=[1100, 1444, 1360, 1485]
okolit-ad-slogan: w każdym domu bbox=[1408, 1300, 1580, 1322]
section-heading: ROZMAITE bbox=[563, 841, 828, 867]
hand-illustration-icon bbox=[1439, 721, 1550, 787]
shipping-ad-line: przesyłek drobnicowych i masowych bbox=[1381, 508, 1608, 521]
column-rule bbox=[560, 39, 562, 2184]
notice-item: 2. Za każdy zabieg leczniczy 10 gr. bbox=[77, 160, 296, 174]
classified-ad: POSZUKUJĘ dla jednej osoby pokoju z kuchnią ewentualnie odpowiedniej garsoniery tylko w charakterze głównego lokatora. Dobre wynagrodzenie. Pośrednicy pożądani. Zgłoszenia Gazeta Lwowska 26287 bbox=[834, 504, 1096, 573]
classified-ad: NIEMIECKIE biuro budowlane szuka stale murarzy, cieśli, podmajstrzych murarskich i betoniarskich, szachtmajstrów i robotników budowlanych. Zgłoszenia Gazeta Lwowska 26381 bbox=[563, 218, 828, 287]
classified-ad: RZADCA folwarku, długoletnia praktyka, wydzierżawi majątek tylko na zachodzie. Odpowiedź „Wzorowy gospodarz“ Listy Gaz. Lw. 3343 bbox=[563, 1345, 828, 1400]
shipping-ad-line: SZYBKO — SPRAWNIE bbox=[1407, 576, 1582, 592]
dye-ad-title: BARWNIKI bbox=[1409, 175, 1580, 206]
classified-ad: SKRADZIONO Ausweis Nr 20250 wydany przez Finanzinspekteur w Tarnopolu na nazwisko Zawadzki Stanisław, Tarnopol, Wehrmachtplatz 19 bbox=[834, 1807, 1096, 1861]
classified-ad: JAKANIE porażenie nerwowe przez pedagoga specjalistę Seweryn Janosz. Leczenie skuteczne w Warszawie, ul. Targowa nr 89. Prospekty na żądanie. 2983 bbox=[563, 1556, 828, 1611]
classified-ad: ZGUBIONO dnia 7. 7. 1943 w Kamionce Str. Ausweis i potwierdzenie zameldowania z Arbeitsamtu na nazwisko Mikołajewicz Eugeniusz — Kamionka Str., Podzamcze 26170 bbox=[1100, 249, 1360, 318]
hansaplast-sub: elastyczny bbox=[1465, 865, 1524, 879]
olstar-ad-line: po cenach fabrycznych poleca bbox=[1402, 1016, 1587, 1030]
classified-ad: KORESPONDENCYJNE KURSY — KSIĘGOWOŚCI w Lublinie, skrytka pocztowa 105, kształcą buchalterów i ich pomocników dla potrzeb przemysłu i handlu. Księgowość wiekowa, amerykańska i przebitkowa. Rapoty Plan Kont dla handlu i przemysłu. Nauka do prywatnego i zaawansowanych. Informacje — znaczek 3 zł. 3306 bbox=[305, 276, 559, 400]
classified-ad: NOTARIAT we Lwowie poszukuje maszynistki. Listy Gaz. Lw. 26025 bbox=[305, 1128, 559, 1155]
section-heading: MAŁŻEŃSTWA bbox=[1100, 858, 1360, 884]
hansaplast-text: dołożony w mgnieniu oka przylega opatrunek i zabezpieczenie do achile ranie bbox=[1376, 809, 1613, 836]
